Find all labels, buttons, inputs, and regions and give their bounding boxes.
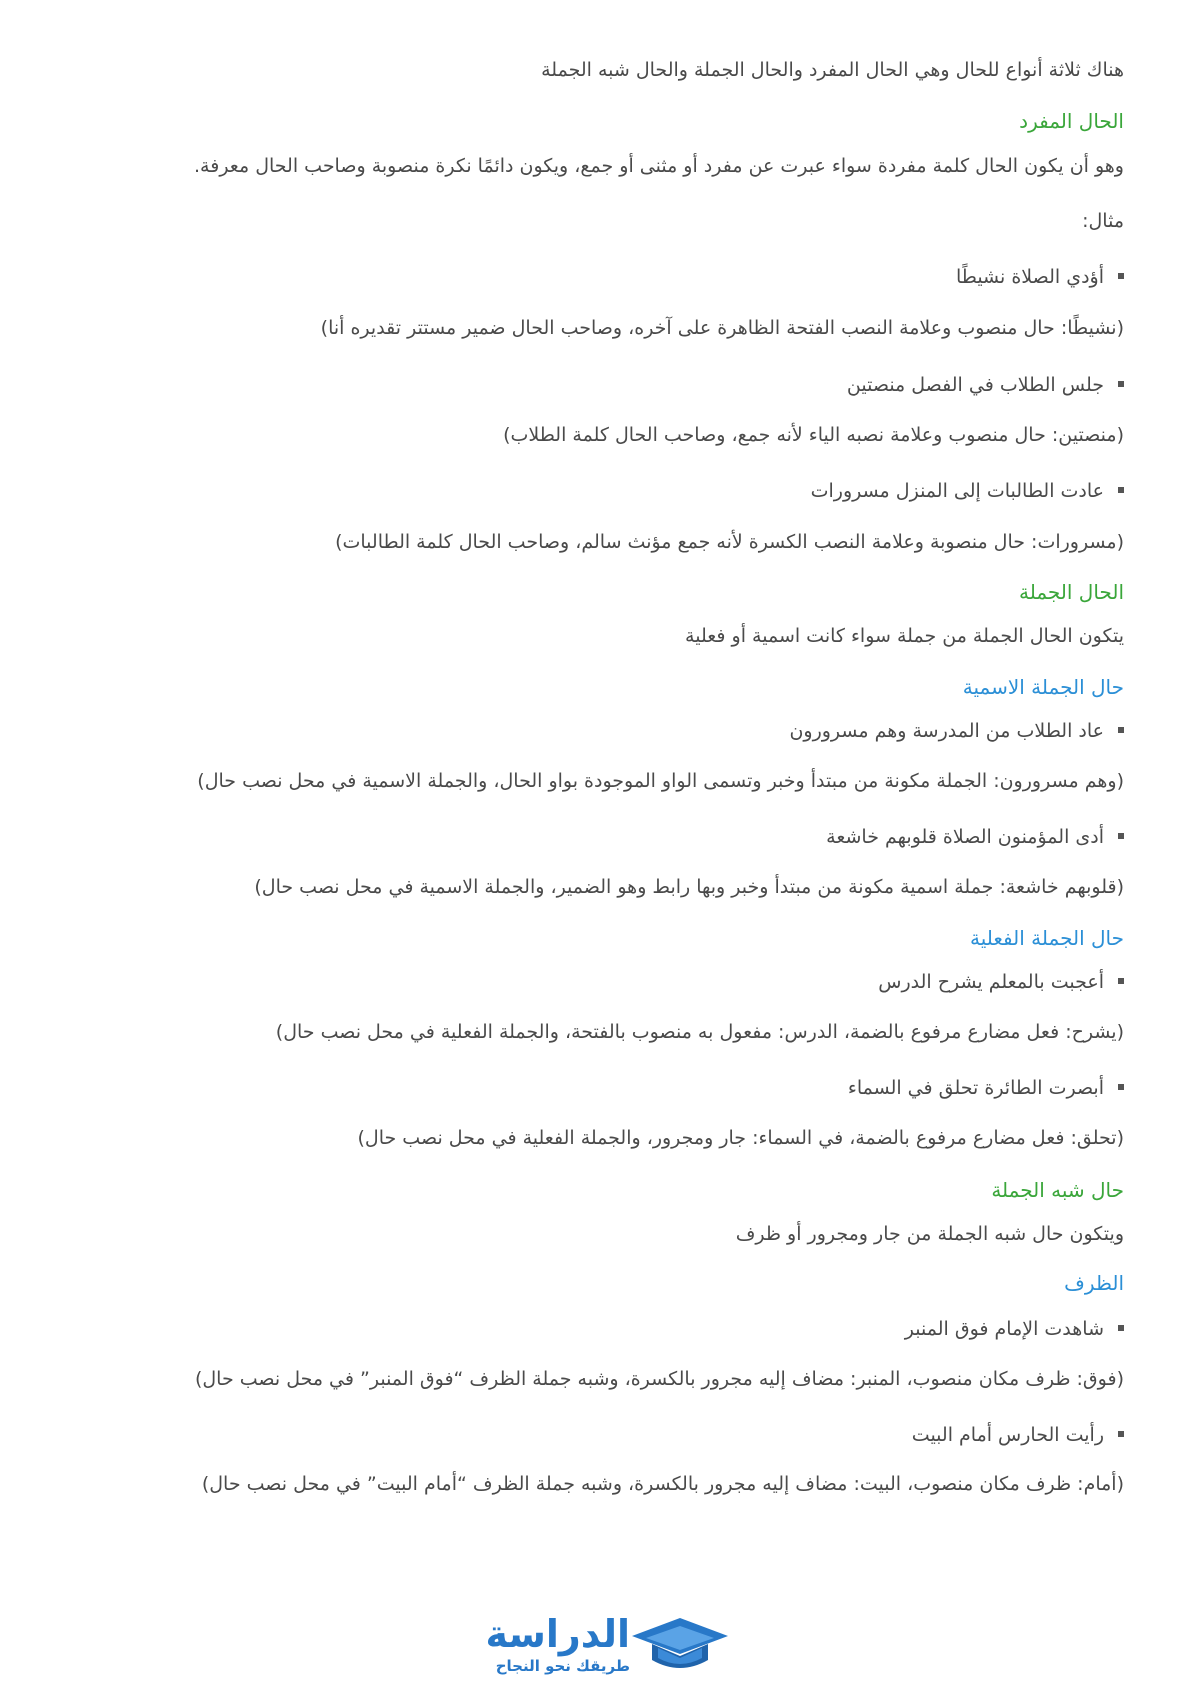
- heading-single-hal: الحال المفرد: [1019, 109, 1124, 133]
- list-item: [60, 1315, 1124, 1343]
- heading-nominal-sentence: حال الجملة الاسمية: [962, 675, 1124, 699]
- single-hal-definition: وهو أن يكون الحال كلمة مفردة سواء عبرت عن مفرد أو مثنى أو جمع، ويكون دائمًا نكرة منصوبة وصاحب الحال معرفة.: [194, 155, 1124, 177]
- list-item: [60, 371, 1124, 399]
- semi-sentence-definition: ويتكون حال شبه الجملة من جار ومجرور أو ظرف: [735, 1223, 1124, 1245]
- bullet-square-icon: [1118, 273, 1124, 279]
- graduation-cap-icon: [630, 1614, 730, 1678]
- example-sentence: رأيت الحارس أمام البيت: [911, 1424, 1104, 1446]
- example-sentence: أبصرت الطائرة تحلق في السماء: [847, 1077, 1104, 1099]
- example-sentence: عادت الطالبات إلى المنزل مسرورات: [810, 480, 1104, 502]
- bullet-square-icon: [1118, 1325, 1124, 1331]
- list-item: [60, 968, 1124, 996]
- bullet-square-icon: [1118, 487, 1124, 493]
- site-logo[interactable]: [480, 1612, 750, 1682]
- bullet-square-icon: [1118, 727, 1124, 733]
- list-item: [60, 717, 1124, 745]
- bullet-square-icon: [1118, 1431, 1124, 1437]
- bullet-square-icon: [1118, 833, 1124, 839]
- example-sentence: شاهدت الإمام فوق المنبر: [904, 1318, 1104, 1340]
- example-note: (منصتين: حال منصوب وعلامة نصبه الياء لأنه جمع، وصاحب الحال كلمة الطلاب): [503, 424, 1124, 446]
- example-note: (قلوبهم خاشعة: جملة اسمية مكونة من مبتدأ وخبر وبها رابط وهو الضمير، والجملة الاسمية في محل نصب حال): [254, 876, 1124, 898]
- example-note: (تحلق: فعل مضارع مرفوع بالضمة، في السماء: جار ومجرور، والجملة الفعلية في محل نصب حال): [357, 1127, 1124, 1149]
- heading-semi-sentence: حال شبه الجملة: [991, 1178, 1124, 1202]
- example-note: (فوق: ظرف مكان منصوب، المنبر: مضاف إليه مجرور بالكسرة، وشبه جملة الظرف “فوق المنبر” في محل نصب حال): [194, 1368, 1124, 1390]
- list-item: [60, 477, 1124, 505]
- example-note: (أمام: ظرف مكان منصوب، البيت: مضاف إليه مجرور بالكسرة، وشبه جملة الظرف “أمام البيت” في محل نصب حال): [201, 1473, 1124, 1495]
- list-item: [60, 1074, 1124, 1102]
- example-note: (نشيطًا: حال منصوب وعلامة النصب الفتحة الظاهرة على آخره، وصاحب الحال ضمير مستتر تقديره أنا): [320, 317, 1124, 339]
- example-sentence: عاد الطلاب من المدرسة وهم مسرورون: [789, 720, 1104, 742]
- list-item: [60, 1421, 1124, 1449]
- example-sentence: أعجبت بالمعلم يشرح الدرس: [878, 971, 1104, 993]
- example-sentence: أدى المؤمنون الصلاة قلوبهم خاشعة: [826, 826, 1104, 848]
- logo-tagline: طريقك نحو النجاح: [495, 1657, 630, 1675]
- heading-sentence-hal: الحال الجملة: [1018, 580, 1124, 604]
- heading-verbal-sentence: حال الجملة الفعلية: [970, 926, 1124, 950]
- sentence-hal-definition: يتكون الحال الجملة من جملة سواء كانت اسمية أو فعلية: [685, 625, 1124, 647]
- heading-adverb: الظرف: [1064, 1271, 1124, 1295]
- intro-paragraph: هناك ثلاثة أنواع للحال وهي الحال المفرد والحال الجملة والحال شبه الجملة: [541, 59, 1124, 81]
- example-label: مثال:: [1082, 210, 1124, 232]
- example-note: (وهم مسرورون: الجملة مكونة من مبتدأ وخبر وتسمى الواو الموجودة بواو الحال، والجملة الاسمية في محل نصب حال): [197, 770, 1124, 792]
- example-sentence: أؤدي الصلاة نشيطًا: [955, 266, 1104, 288]
- list-item: [60, 823, 1124, 851]
- logo-name: الدراسة: [485, 1612, 630, 1656]
- bullet-square-icon: [1118, 1084, 1124, 1090]
- list-item: [60, 263, 1124, 291]
- bullet-square-icon: [1118, 978, 1124, 984]
- bullet-square-icon: [1118, 381, 1124, 387]
- example-note: (مسرورات: حال منصوبة وعلامة النصب الكسرة لأنه جمع مؤنث سالم، وصاحب الحال كلمة الطالبات): [335, 531, 1124, 553]
- example-sentence: جلس الطلاب في الفصل منصتين: [846, 374, 1104, 396]
- example-note: (يشرح: فعل مضارع مرفوع بالضمة، الدرس: مفعول به منصوب بالفتحة، والجملة الفعلية في محل نصب حال): [275, 1021, 1124, 1043]
